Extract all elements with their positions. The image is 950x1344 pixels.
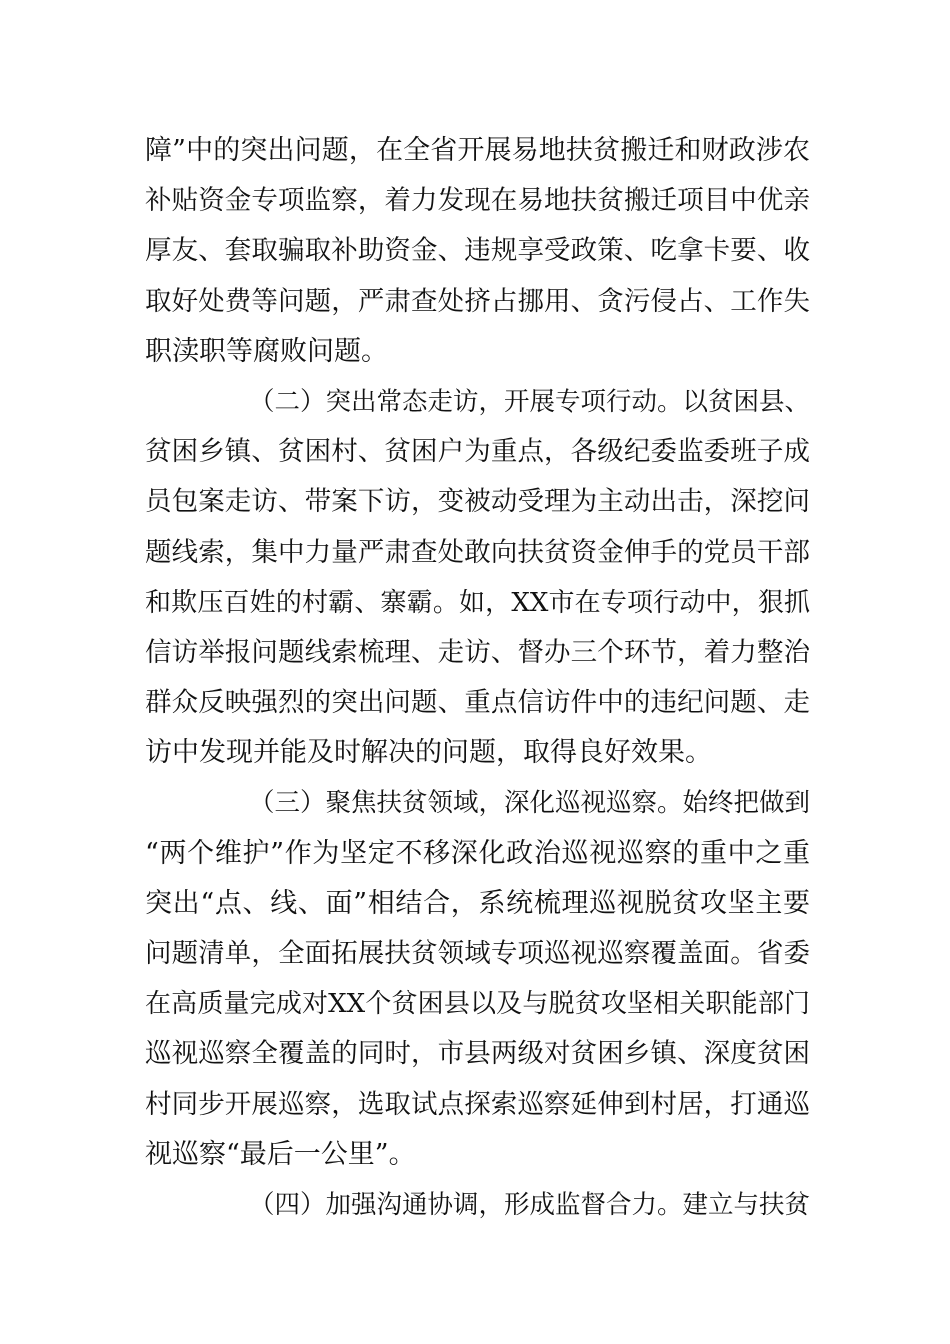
text-line: 访中发现并能及时解决的问题，取得良好效果。 [145, 737, 712, 769]
text-line: 视巡察“最后一公里”。 [145, 1138, 416, 1170]
text-line: 障”中的突出问题，在全省开展易地扶贫搬迁和财政涉农 [145, 135, 810, 166]
text-line: 员包案走访、带案下访，变被动受理为主动出击，深挖问 [145, 486, 810, 518]
text-line: 职渎职等腐败问题。 [145, 335, 388, 367]
text-line: 补贴资金专项监察，着力发现在易地扶贫搬迁项目中优亲 [145, 185, 810, 217]
paragraph-first-line: （三）聚焦扶贫领域，深化巡视巡察。始终把做到 [249, 788, 811, 819]
text-line: 问题清单，全面拓展扶贫领域专项巡视巡察覆盖面。省委 [145, 938, 810, 969]
text-line: “两个维护”作为坚定不移深化政治巡视巡察的重中之重 [145, 837, 810, 869]
paragraph-first-line: （二）突出常态走访，开展专项行动。以贫困县、 [249, 386, 811, 417]
document-body [145, 126, 810, 1230]
text-line: 题线索，集中力量严肃查处敢向扶贫资金伸手的党员干部 [145, 536, 810, 568]
text-line: 巡视巡察全覆盖的同时，市县两级对贫困乡镇、深度贫困 [145, 1038, 810, 1070]
text-line: 信访举报问题线索梳理、走访、督办三个环节，着力整治 [145, 636, 810, 668]
text-line: 和欺压百姓的村霸、寨霸。如，XX市在专项行动中，狠抓 [145, 587, 810, 618]
text-line: 突出“点、线、面”相结合，系统梳理巡视脱贫攻坚主要 [145, 887, 810, 919]
text-line: 村同步开展巡察，选取试点探索巡察延伸到村居，打通巡 [145, 1088, 810, 1120]
text-line: 在高质量完成对XX个贫困县以及与脱贫攻坚相关职能部门 [145, 989, 810, 1020]
text-line: 贫困乡镇、贫困村、贫困户为重点，各级纪委监委班子成 [145, 436, 810, 468]
text-line: 取好处费等问题，严肃查处挤占挪用、贪污侵占、工作失 [145, 285, 810, 317]
text-line: 厚友、套取骗取补助资金、违规享受政策、吃拿卡要、收 [145, 235, 810, 267]
paragraph-first-line: （四）加强沟通协调，形成监督合力。建立与扶贫 [249, 1189, 811, 1220]
text-line: 群众反映强烈的突出问题、重点信访件中的违纪问题、走 [145, 687, 810, 719]
